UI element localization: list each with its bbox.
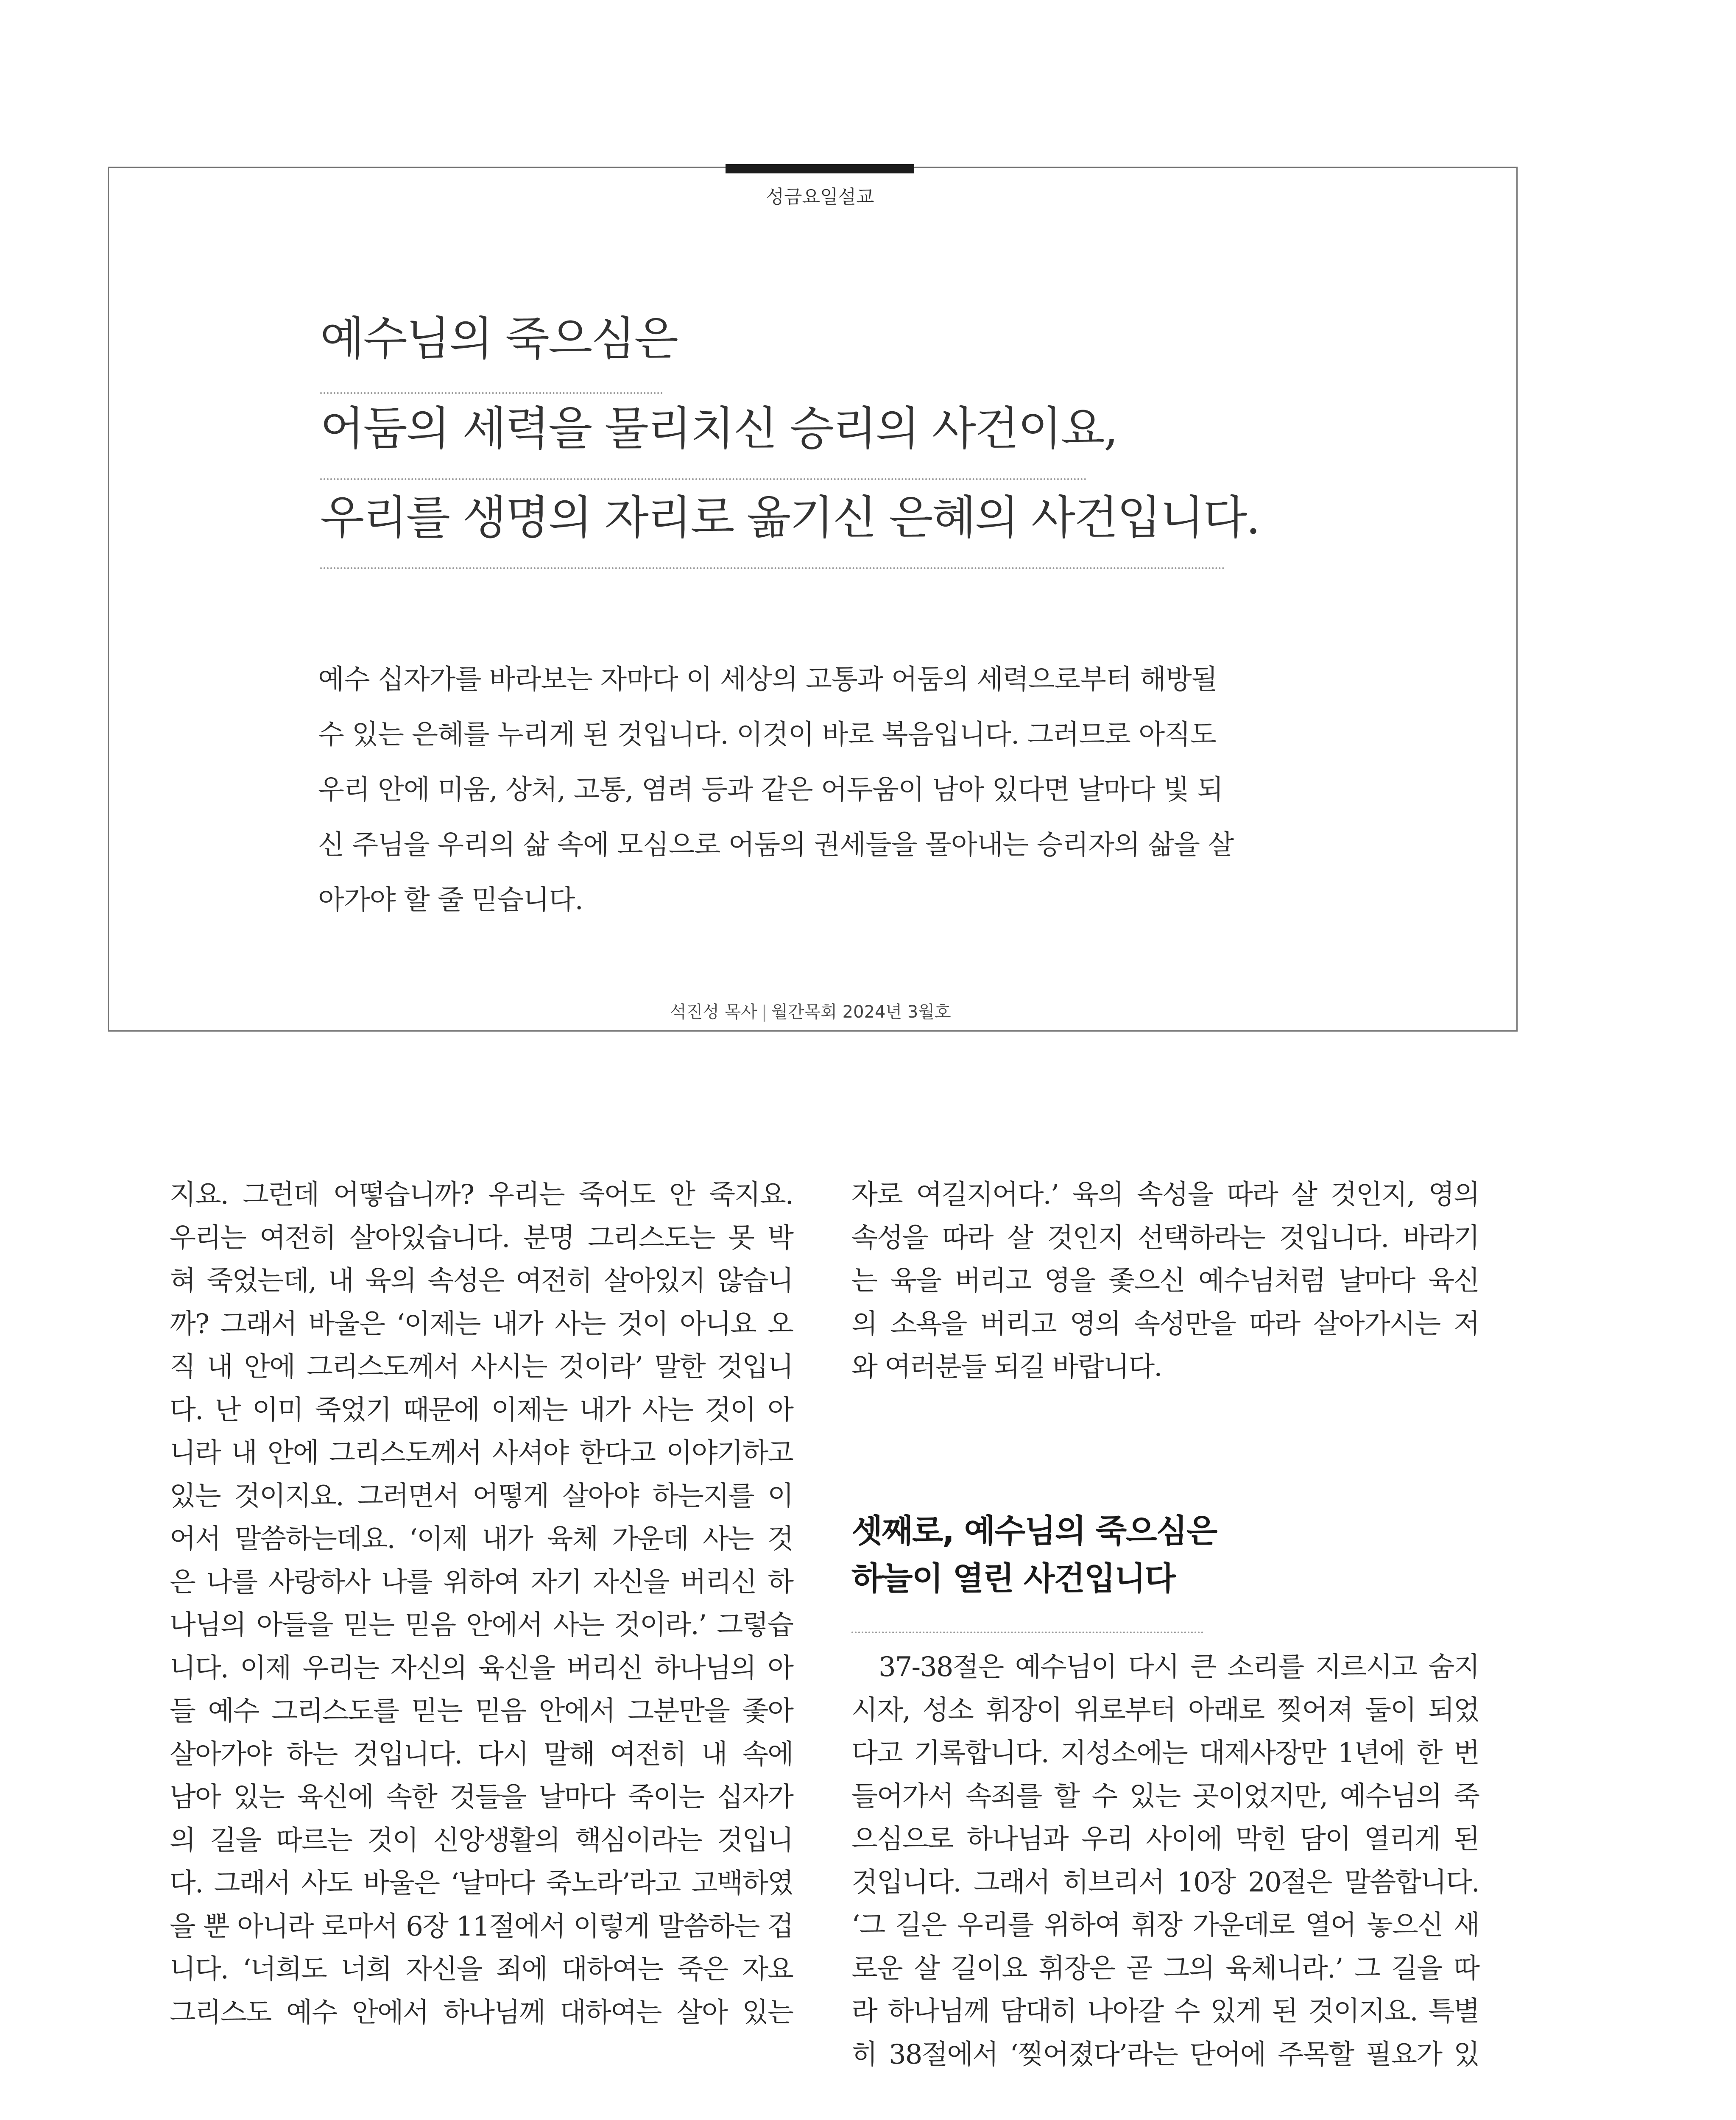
body-line: 을 뿐 아니라 로마서 6장 11절에서 이렇게 말씀하는 겁: [170, 1911, 793, 1942]
body-line: 있는 것이지요. 그러면서 어떻게 살아야 하는지를 이: [170, 1480, 793, 1512]
body-line: 시자, 성소 휘장이 위로부터 아래로 찢어져 둘이 되었: [851, 1694, 1479, 1726]
body-line: 혀 죽었는데, 내 육의 속성은 여전히 살아있지 않습니: [170, 1265, 793, 1297]
summary-line: 예수 십자가를 바라보는 자마다 이 세상의 고통과 어둠의 세력으로부터 해방될: [318, 664, 1217, 695]
body-line: 것입니다. 그래서 히브리서 10장 20절은 말씀합니다.: [851, 1866, 1479, 1898]
body-line: ‘그 길은 우리를 위하여 휘장 가운데로 열어 놓으신 새: [851, 1910, 1479, 1941]
body-line: 다. 난 이미 죽었기 때문에 이제는 내가 사는 것이 아: [170, 1394, 793, 1426]
summary-line: 우리 안에 미움, 상처, 고통, 염려 등과 같은 어두움이 남아 있다면 날마다 빛 되: [318, 774, 1223, 806]
right-column-body-top: [851, 1174, 1479, 1389]
body-line: 들 예수 그리스도를 믿는 믿음 안에서 그분만을 좇아: [170, 1696, 793, 1727]
summary-paragraph: [318, 652, 1336, 928]
summary-line: 수 있는 은혜를 누리게 된 것입니다. 이것이 바로 복음입니다. 그러므로 아직도: [318, 719, 1216, 750]
body-line: 그리스도 예수 안에서 하나님께 대하여는 살아 있는: [170, 1997, 793, 2028]
body-line: 니다. ‘너희도 너희 자신을 죄에 대하여는 죽은 자요: [170, 1954, 793, 1985]
body-line: 살아가야 하는 것입니다. 다시 말해 여전히 내 속에: [170, 1738, 793, 1770]
top-accent-bar: [726, 164, 914, 173]
pull-quote-rule-3: [320, 567, 1225, 569]
section-label: 성금요일설교: [766, 186, 874, 208]
body-line: 으심으로 하나님과 우리 사이에 막힌 담이 열리게 된: [851, 1824, 1479, 1855]
body-line: 남아 있는 육신에 속한 것들을 날마다 죽이는 십자가: [170, 1782, 793, 1813]
body-line: 속성을 따라 살 것인지 선택하라는 것입니다. 바라기: [851, 1222, 1479, 1254]
pull-quote-rule-1: [320, 392, 663, 394]
body-line: 라 하나님께 담대히 나아갈 수 있게 된 것이지요. 특별: [851, 1996, 1479, 2027]
body-line: 로운 살 길이요 휘장은 곧 그의 육체니라.’ 그 길을 따: [851, 1953, 1479, 1984]
body-line: 들어가서 속죄를 할 수 있는 곳이었지만, 예수님의 죽: [851, 1780, 1479, 1812]
body-line: 니다. 이제 우리는 자신의 육신을 버리신 하나님의 아: [170, 1652, 793, 1684]
pull-quote-line-2: 어둠의 세력을 물리치신 승리의 사건이요,: [320, 402, 1117, 455]
body-line: 우리는 여전히 살아있습니다. 분명 그리스도는 못 박: [170, 1222, 793, 1254]
body-line: 의 소욕을 버리고 영의 속성만을 따라 살아가시는 저: [851, 1308, 1479, 1340]
byline-separator: |: [761, 1002, 768, 1022]
body-line: 히 38절에서 ‘찢어졌다’라는 단어에 주목할 필요가 있: [851, 2039, 1479, 2070]
left-column-body: [170, 1174, 793, 2034]
body-line: 다. 그래서 사도 바울은 ‘날마다 죽노라’라고 고백하였: [170, 1868, 793, 1899]
body-line: 의 길을 따르는 것이 신앙생활의 핵심이라는 것입니: [170, 1824, 793, 1856]
body-line: 니라 내 안에 그리스도께서 사셔야 한다고 이야기하고: [170, 1437, 793, 1469]
pull-quote-line-1: 예수님의 죽으심은: [320, 312, 677, 365]
section-subheading: [851, 1507, 1488, 1602]
summary-line: 신 주님을 우리의 삶 속에 모심으로 어둠의 권세들을 몰아내는 승리자의 삶을 살: [318, 829, 1234, 861]
body-line: 와 여러분들 되길 바랍니다.: [851, 1351, 1162, 1383]
byline-source: 월간목회 2024년 3월호: [771, 1002, 951, 1022]
pull-quote-rule-2: [320, 478, 1087, 480]
body-line: 37-38절은 예수님이 다시 큰 소리를 지르시고 숨지: [879, 1651, 1479, 1683]
body-line: 은 나를 사랑하사 나를 위하여 자기 자신을 버리신 하: [170, 1566, 793, 1598]
body-line: 나님의 아들을 믿는 믿음 안에서 사는 것이라.’ 그렇습: [170, 1610, 793, 1641]
body-line: 다고 기록합니다. 지성소에는 대제사장만 1년에 한 번: [851, 1738, 1479, 1769]
byline-author: 석진성 목사: [670, 1002, 757, 1022]
subheading-rule: [851, 1632, 1203, 1633]
body-line: 자로 여길지어다.’ 육의 속성을 따라 살 것인지, 영의: [851, 1179, 1479, 1211]
summary-line: 아가야 할 줄 믿습니다.: [318, 884, 583, 916]
right-column-body-bottom: [851, 1646, 1479, 2076]
byline: [670, 999, 951, 1023]
body-line: 어서 말씀하는데요. ‘이제 내가 육체 가운데 사는 것: [170, 1523, 793, 1555]
body-line: 까? 그래서 바울은 ‘이제는 내가 사는 것이 아니요 오: [170, 1308, 793, 1340]
subheading-line: 하늘이 열린 사건입니다: [851, 1559, 1175, 1597]
body-line: 직 내 안에 그리스도께서 사시는 것이라’ 말한 것입니: [170, 1351, 793, 1383]
body-line: 는 육을 버리고 영을 좇으신 예수님처럼 날마다 육신: [851, 1265, 1479, 1297]
subheading-line: 셋째로, 예수님의 죽으심은: [851, 1512, 1217, 1550]
pull-quote-line-3: 우리를 생명의 자리로 옮기신 은혜의 사건입니다.: [320, 491, 1259, 544]
body-line: 지요. 그런데 어떻습니까? 우리는 죽어도 안 죽지요.: [170, 1179, 793, 1211]
